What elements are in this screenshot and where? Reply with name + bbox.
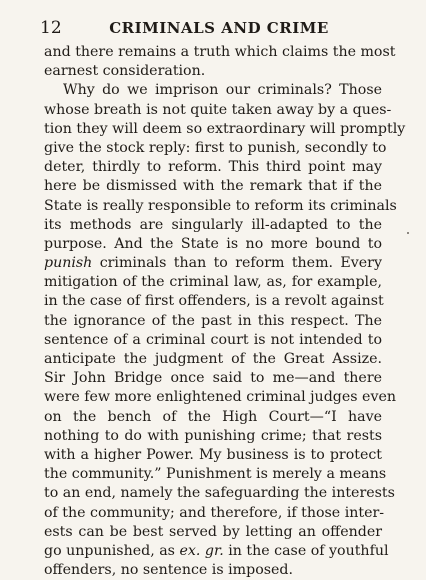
text-line: sentence of a criminal court is not intended to: [44, 331, 382, 348]
text-line: of the community; and therefore, if those inter-: [44, 504, 385, 521]
text-line: in the case of first offenders, is a revolt against: [44, 293, 384, 310]
paragraph-start-line: Why do we imprison our criminals? Those: [63, 82, 382, 99]
text-line: State is really responsible to reform its criminals: [44, 197, 397, 214]
text-line: the community.” Punishment is merely a means: [44, 466, 387, 483]
text-line: ests can be best served by letting an offender: [44, 523, 382, 540]
text-line: nothing to do with punishing crime; that rests: [44, 427, 382, 444]
text-line: give the stock reply: first to punish, secondly to: [44, 139, 387, 156]
italic-abbreviation: ex. gr.: [179, 542, 224, 559]
page-number: 12: [40, 18, 62, 38]
page-body: [44, 43, 406, 580]
text-line: and there remains a truth which claims the most: [44, 44, 396, 60]
text-line: whose breath is not quite taken away by a ques-: [44, 101, 392, 118]
text-line: its methods are singularly ill-adapted to the: [44, 216, 382, 233]
text-fragment: criminals than to reform them. Every: [92, 255, 382, 272]
text-line: with a higher Power. My business is to protect: [44, 446, 382, 463]
text-line: mitigation of the criminal law, as, for example,: [44, 274, 382, 291]
text-line: tion they will deem so extraordinary will promptly: [44, 120, 406, 137]
text-line: here be dismissed with the remark that if the: [44, 178, 382, 195]
italic-word: punish: [44, 255, 93, 272]
paper-speck: [407, 232, 409, 234]
page-header: [40, 16, 398, 40]
text-line: earnest consideration.: [44, 63, 206, 80]
text-line: offenders, no sentence is imposed.: [44, 562, 294, 579]
text-line: anticipate the judgment of the Great Assize.: [44, 351, 382, 367]
text-line-with-italic: [44, 254, 382, 273]
text-line: deter, thirdly to reform. This third point may: [44, 159, 382, 176]
text-line: were few more enlightened criminal judges even: [44, 389, 396, 406]
text-fragment: go unpunished, as: [44, 542, 180, 559]
text-fragment: in the case of youthful: [223, 542, 389, 559]
running-head: CRIMINALS AND CRIME: [109, 19, 329, 37]
text-line: Sir John Bridge once said to me—and there: [44, 370, 382, 387]
text-line: purpose. And the State is no more bound to: [44, 235, 382, 252]
text-line: the ignorance of the past in this respect. The: [44, 312, 382, 329]
text-line-with-italic: [44, 542, 389, 561]
text-line: on the bench of the High Court—“I have: [44, 408, 382, 425]
text-line: to an end, namely the safeguarding the interests: [44, 485, 395, 502]
